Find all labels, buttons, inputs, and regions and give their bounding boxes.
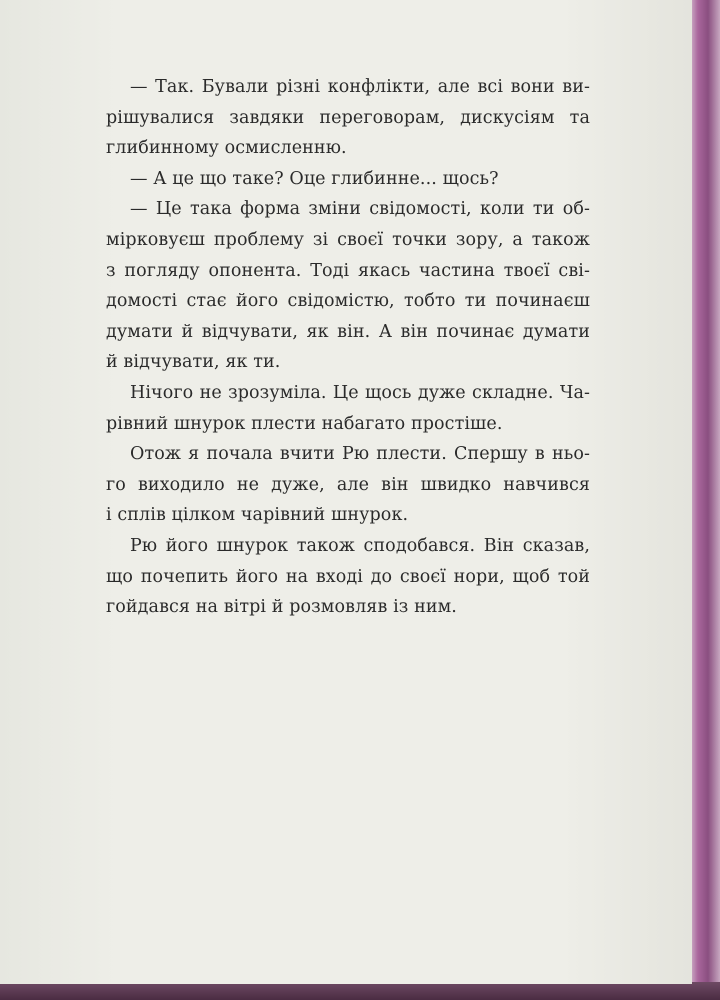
page-text xyxy=(106,72,590,623)
text-line: рішувалися завдяки переговорам, дискусіям та xyxy=(106,107,590,128)
paragraph-6 xyxy=(106,531,590,623)
text-line: — Так. Бували різні конфлікти, але всі вони ви- xyxy=(130,77,590,97)
book-cover-edge-bottom xyxy=(0,982,720,1000)
text-line: — Це така форма зміни свідомості, коли ти об- xyxy=(130,199,590,220)
text-line: Нічого не зрозуміла. Це щось дуже складне. Ча- xyxy=(130,382,590,403)
text-line: Рю його шнурок також сподобався. Він сказав, xyxy=(130,535,590,556)
text-line: го виходило не дуже, але він швидко навчився xyxy=(106,474,590,495)
text-line: мірковуєш проблему зі своєї точки зору, а також xyxy=(106,229,590,250)
text-line: і сплів цілком чарівний шнурок. xyxy=(106,505,409,526)
paragraph-1 xyxy=(106,72,590,164)
book-cover-edge-right xyxy=(688,0,720,1000)
text-line: рівний шнурок плести набагато простіше. xyxy=(106,413,503,434)
text-line: глибинному осмисленню. xyxy=(106,138,347,159)
text-line: з погляду опонента. Тоді якась частина твоєї сві- xyxy=(106,260,590,281)
paragraph-4 xyxy=(106,378,590,439)
text-line: гойдався на вітрі й розмовляв із ним. xyxy=(106,597,457,618)
text-line: думати й відчувати, як він. А він починає думати xyxy=(106,321,590,342)
paragraph-5 xyxy=(106,439,590,531)
text-line: й відчувати, як ти. xyxy=(106,352,281,373)
text-line: що почепить його на вході до своєї нори, щоб той xyxy=(106,566,590,587)
paragraph-3 xyxy=(106,194,590,378)
text-line: Отож я почала вчити Рю плести. Спершу в ньо- xyxy=(130,444,590,465)
paragraph-2 xyxy=(106,164,590,195)
text-line: домості стає його свідомістю, тобто ти починаєш xyxy=(106,291,590,312)
text-line: — А це що таке? Оце глибинне... щось? xyxy=(130,168,499,189)
